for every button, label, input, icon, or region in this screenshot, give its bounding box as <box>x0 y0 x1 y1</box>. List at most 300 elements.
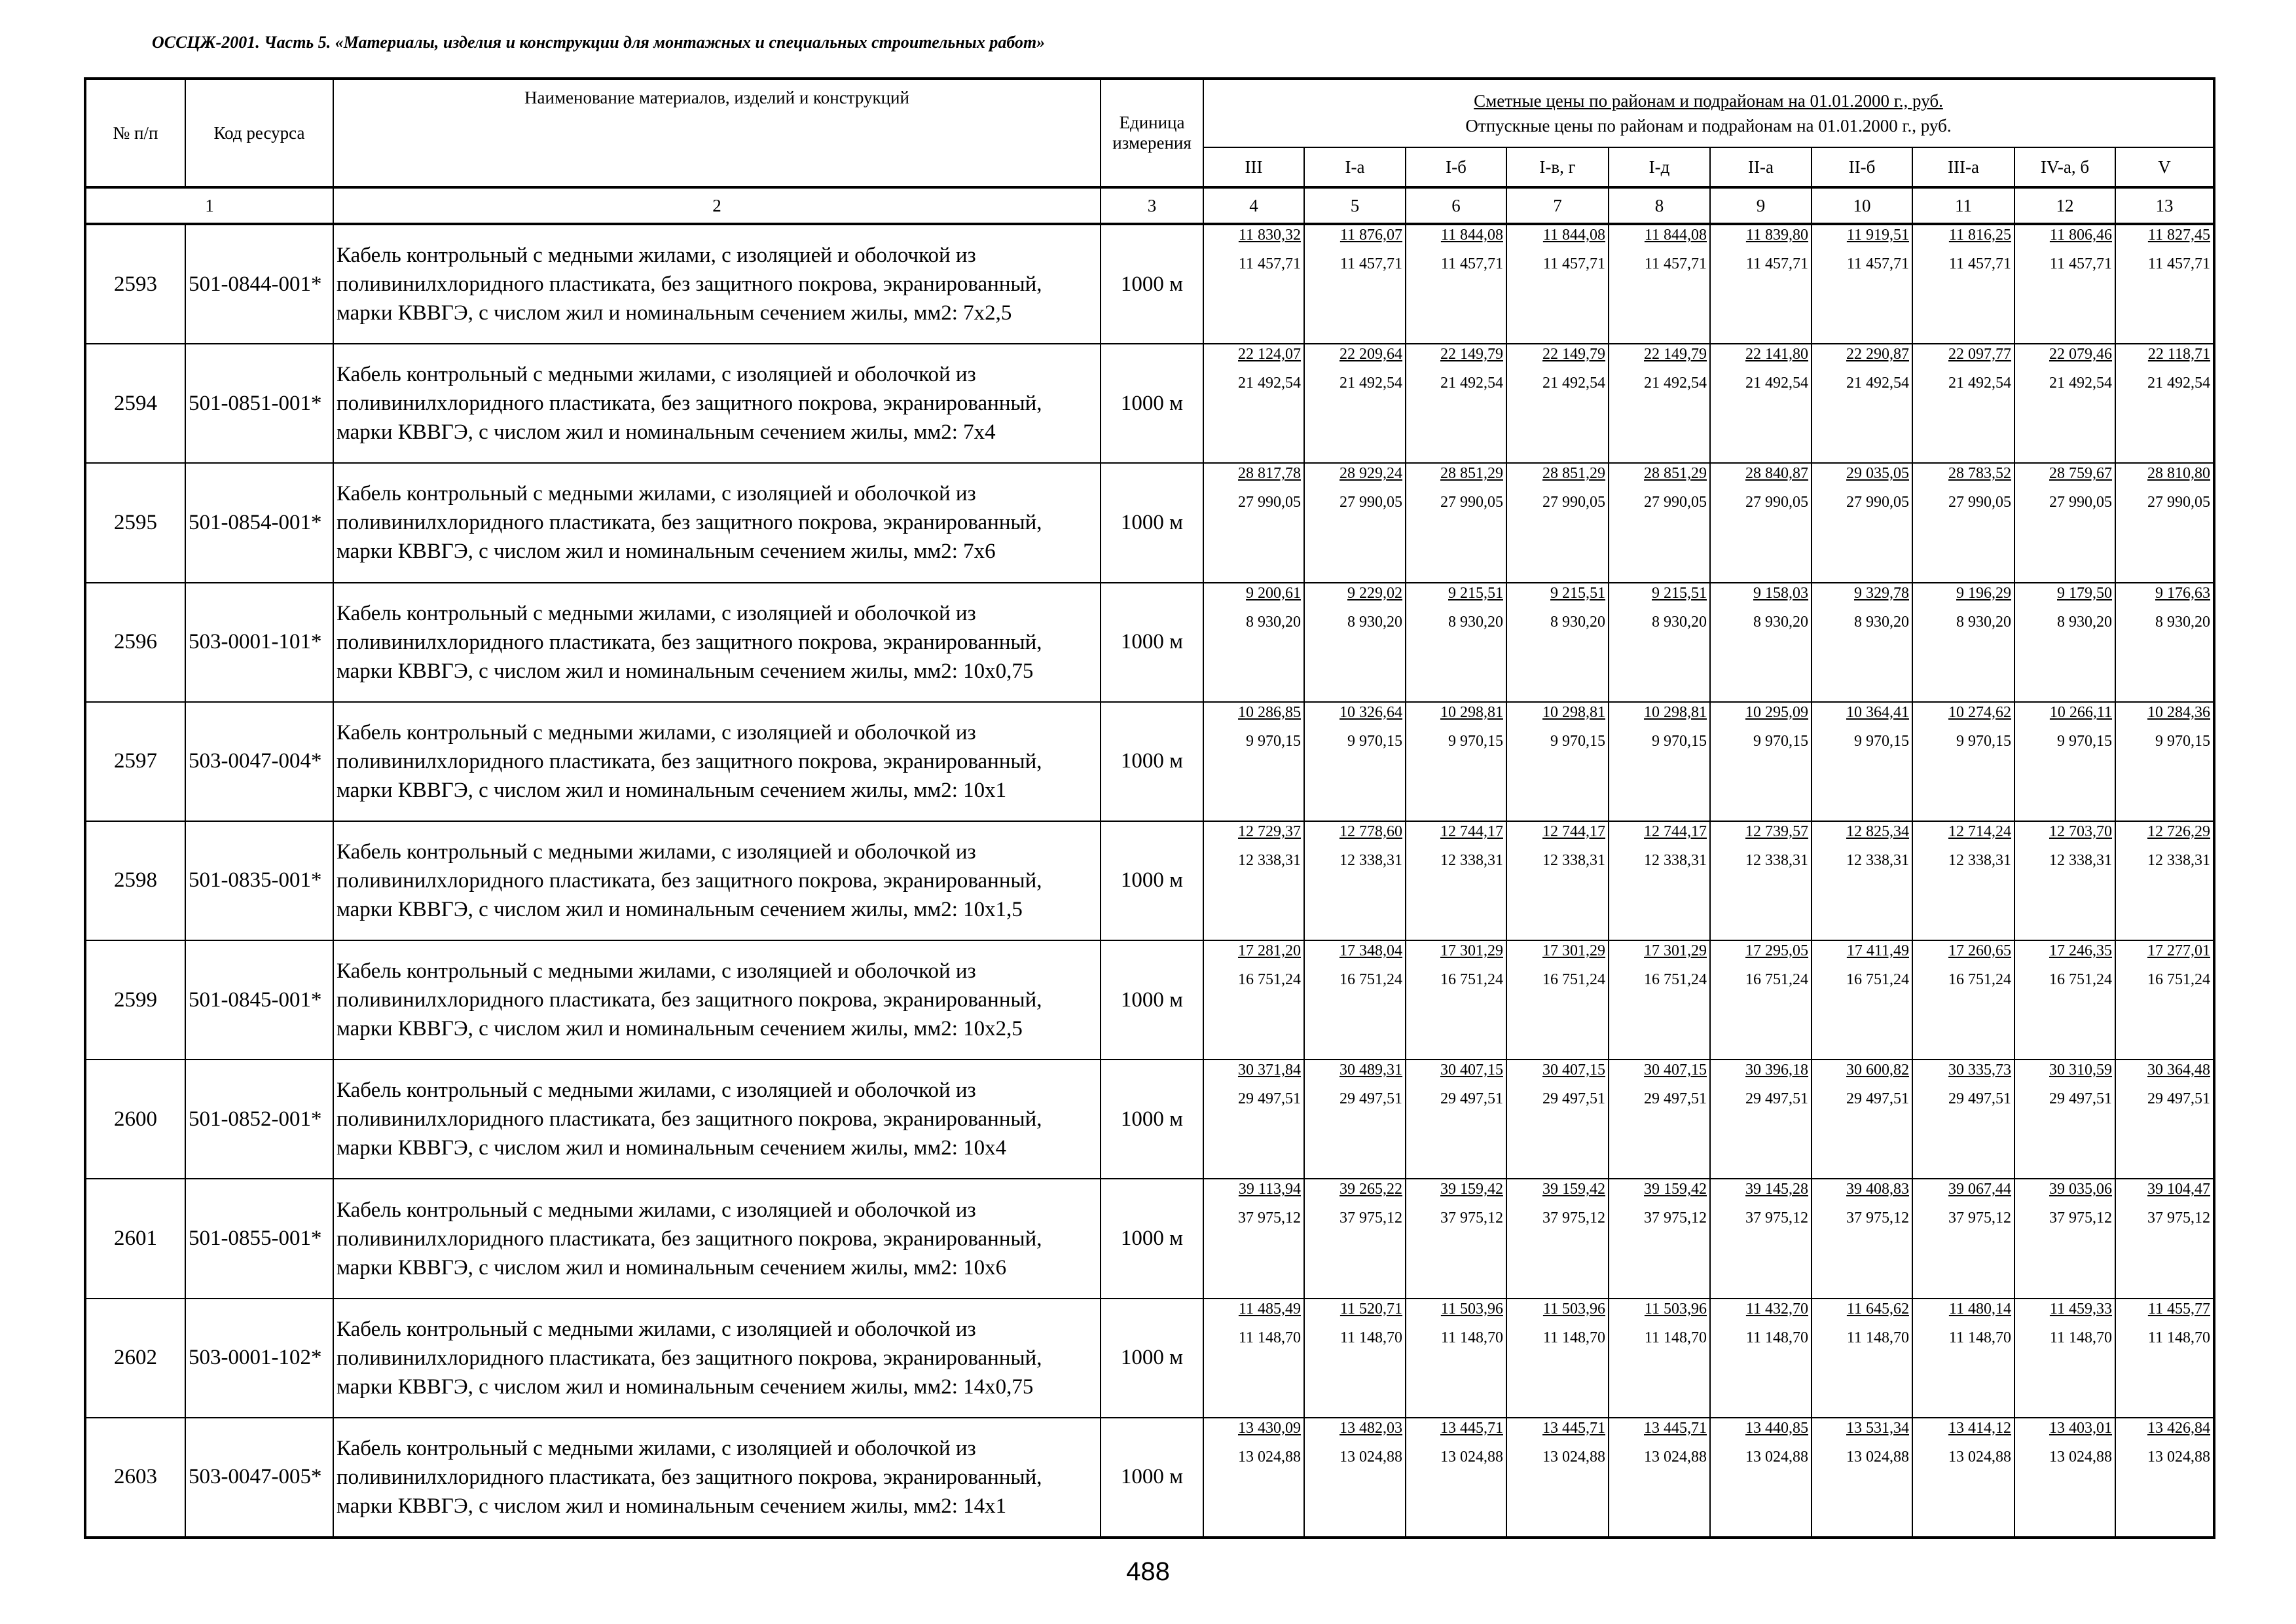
price-cell <box>1406 463 1506 582</box>
price-cell <box>1609 583 1710 702</box>
estimated-price: 13 403,01 <box>2049 1419 2112 1437</box>
price-cell <box>1203 1418 1304 1538</box>
release-price: 16 751,24 <box>1644 971 1707 989</box>
unit-of-measure: 1000 м <box>1101 940 1203 1060</box>
table-row <box>85 821 2214 940</box>
price-cell <box>2014 1418 2115 1538</box>
estimated-price: 11 480,14 <box>1948 1300 2011 1318</box>
price-cell <box>2115 1299 2214 1418</box>
estimated-price: 39 159,42 <box>1542 1181 1605 1198</box>
estimated-price: 30 407,15 <box>1644 1061 1707 1079</box>
price-cell <box>2115 1418 2214 1538</box>
estimated-price: 10 298,81 <box>1644 703 1707 721</box>
estimated-price: 22 141,80 <box>1745 346 1808 363</box>
release-price: 37 975,12 <box>1745 1209 1808 1227</box>
unit-of-measure: 1000 м <box>1101 344 1203 463</box>
estimated-price: 39 159,42 <box>1440 1181 1503 1198</box>
release-price: 11 457,71 <box>1745 255 1808 273</box>
price-cell <box>1710 821 1812 940</box>
region-header: II-б <box>1812 147 1912 187</box>
estimated-price: 11 806,46 <box>2049 227 2112 244</box>
release-price: 13 024,88 <box>1339 1448 1402 1466</box>
price-cell <box>2014 1060 2115 1179</box>
release-price: 13 024,88 <box>2147 1448 2210 1466</box>
region-header: I-в, г <box>1506 147 1609 187</box>
estimated-price: 17 411,49 <box>1846 942 1909 960</box>
release-price: 13 024,88 <box>1745 1448 1808 1466</box>
resource-code: 503-0001-102* <box>185 1299 333 1418</box>
price-cell <box>1710 463 1812 582</box>
table-row <box>85 344 2214 463</box>
release-price: 12 338,31 <box>1644 851 1707 869</box>
release-price: 13 024,88 <box>1948 1448 2011 1466</box>
resource-code: 501-0844-001* <box>185 224 333 344</box>
column-number: 13 <box>2115 187 2214 224</box>
release-price: 13 024,88 <box>2049 1448 2112 1466</box>
release-price: 12 338,31 <box>2147 851 2210 869</box>
table-row <box>85 1179 2214 1298</box>
estimated-price: 39 159,42 <box>1644 1181 1707 1198</box>
estimated-price: 13 426,84 <box>2147 1419 2210 1437</box>
release-price: 21 492,54 <box>1745 375 1808 392</box>
estimated-price: 22 079,46 <box>2049 346 2112 363</box>
material-name: Кабель контрольный с медными жилами, с изоляцией и оболочкой из поливинилхлоридного пластиката, без защитного покрова, экранированный, марки КВВГЭ, с числом жил и номинальным сечением жилы, мм2: 10х0,75 <box>333 583 1101 702</box>
price-cell <box>1304 583 1406 702</box>
release-price: 21 492,54 <box>1644 375 1707 392</box>
release-price: 16 751,24 <box>1440 971 1503 989</box>
estimated-price: 13 430,09 <box>1238 1419 1301 1437</box>
release-price: 12 338,31 <box>1440 851 1503 869</box>
release-price: 29 497,51 <box>1846 1090 1909 1108</box>
price-cell <box>1203 821 1304 940</box>
column-number: 10 <box>1812 187 1912 224</box>
release-price: 16 751,24 <box>1542 971 1605 989</box>
price-cell <box>1912 821 2014 940</box>
estimated-price: 28 810,80 <box>2147 465 2210 483</box>
estimated-price: 12 778,60 <box>1339 822 1402 840</box>
release-price: 21 492,54 <box>1440 375 1503 392</box>
column-number: 6 <box>1406 187 1506 224</box>
price-cell <box>1912 583 2014 702</box>
price-cell <box>1812 224 1912 344</box>
release-price: 13 024,88 <box>1644 1448 1707 1466</box>
price-cell <box>1304 224 1406 344</box>
estimated-price: 22 149,79 <box>1542 346 1605 363</box>
estimated-price: 12 744,17 <box>1440 822 1503 840</box>
price-cell <box>1203 702 1304 821</box>
region-header: III-а <box>1912 147 2014 187</box>
row-number: 2599 <box>85 940 185 1060</box>
resource-code: 501-0854-001* <box>185 463 333 582</box>
price-cell <box>2014 702 2115 821</box>
price-cell <box>1304 1418 1406 1538</box>
release-price: 11 148,70 <box>2147 1329 2210 1346</box>
release-price: 37 975,12 <box>1846 1209 1909 1227</box>
release-price: 11 148,70 <box>1339 1329 1402 1346</box>
release-price: 8 930,20 <box>1956 613 2011 631</box>
column-number: 1 <box>85 187 333 224</box>
estimated-price: 13 440,85 <box>1745 1419 1808 1437</box>
estimated-price: 11 844,08 <box>1440 227 1503 244</box>
price-cell <box>1304 940 1406 1060</box>
release-price: 21 492,54 <box>2049 375 2112 392</box>
page-number: 488 <box>1126 1557 1170 1586</box>
release-price: 29 497,51 <box>1238 1090 1301 1108</box>
price-cell <box>1406 1060 1506 1179</box>
estimated-price: 39 145,28 <box>1745 1181 1808 1198</box>
release-price: 9 970,15 <box>2057 732 2112 750</box>
release-price: 16 751,24 <box>2147 971 2210 989</box>
price-cell <box>1203 940 1304 1060</box>
release-price: 27 990,05 <box>2147 494 2210 511</box>
price-cell <box>1304 1299 1406 1418</box>
estimated-price: 30 407,15 <box>1440 1061 1503 1079</box>
estimated-price: 39 067,44 <box>1948 1181 2011 1198</box>
price-cell <box>2014 940 2115 1060</box>
estimated-price: 9 329,78 <box>1854 584 1909 602</box>
estimated-price: 28 759,67 <box>2049 465 2112 483</box>
price-cell <box>1506 1060 1609 1179</box>
column-number: 8 <box>1609 187 1710 224</box>
price-cell <box>2014 1299 2115 1418</box>
release-price: 16 751,24 <box>1745 971 1808 989</box>
release-price: 37 975,12 <box>1339 1209 1402 1227</box>
row-number: 2597 <box>85 702 185 821</box>
estimated-price: 9 200,61 <box>1246 584 1301 602</box>
price-cell <box>1812 344 1912 463</box>
estimated-price: 10 326,64 <box>1339 703 1402 721</box>
estimated-price: 22 149,79 <box>1440 346 1503 363</box>
price-cell <box>1406 224 1506 344</box>
price-cell <box>1506 224 1609 344</box>
estimated-price: 11 459,33 <box>2049 1300 2112 1318</box>
price-cell <box>1406 821 1506 940</box>
release-price: 29 497,51 <box>1745 1090 1808 1108</box>
price-cell <box>2115 940 2214 1060</box>
estimated-price: 9 176,63 <box>2155 584 2210 602</box>
estimated-price: 28 783,52 <box>1948 465 2011 483</box>
resource-code: 503-0047-005* <box>185 1418 333 1538</box>
estimated-price: 11 503,96 <box>1644 1300 1707 1318</box>
release-price: 11 148,70 <box>2049 1329 2112 1346</box>
price-cell <box>1506 1299 1609 1418</box>
price-cell <box>2115 1060 2214 1179</box>
price-cell <box>1406 583 1506 702</box>
price-cell <box>2115 344 2214 463</box>
estimated-price: 11 844,08 <box>1542 227 1605 244</box>
release-price: 29 497,51 <box>2147 1090 2210 1108</box>
price-cell <box>1609 224 1710 344</box>
release-price: 9 970,15 <box>1652 732 1707 750</box>
price-cell <box>1609 821 1710 940</box>
header-num: № п/п <box>85 79 185 187</box>
estimated-price: 22 209,64 <box>1339 346 1402 363</box>
row-number: 2602 <box>85 1299 185 1418</box>
unit-of-measure: 1000 м <box>1101 224 1203 344</box>
region-header: II-а <box>1710 147 1812 187</box>
estimated-price: 11 503,96 <box>1542 1300 1605 1318</box>
release-price: 27 990,05 <box>1948 494 2011 511</box>
release-price: 16 751,24 <box>1339 971 1402 989</box>
material-name: Кабель контрольный с медными жилами, с изоляцией и оболочкой из поливинилхлоридного пластиката, без защитного покрова, экранированный, марки КВВГЭ, с числом жил и номинальным сечением жилы, мм2: 14х1 <box>333 1418 1101 1538</box>
release-price: 29 497,51 <box>1440 1090 1503 1108</box>
release-price: 9 970,15 <box>1753 732 1808 750</box>
row-number: 2603 <box>85 1418 185 1538</box>
release-price: 37 975,12 <box>1542 1209 1605 1227</box>
estimated-price: 30 489,31 <box>1339 1061 1402 1079</box>
table-row <box>85 583 2214 702</box>
price-cell <box>1812 1060 1912 1179</box>
estimated-price: 10 266,11 <box>2049 703 2112 721</box>
estimated-price: 17 295,05 <box>1745 942 1808 960</box>
price-cell <box>1506 1179 1609 1298</box>
region-header: I-д <box>1609 147 1710 187</box>
release-price: 9 970,15 <box>1854 732 1909 750</box>
unit-of-measure: 1000 м <box>1101 1179 1203 1298</box>
release-price: 9 970,15 <box>1956 732 2011 750</box>
release-price: 29 497,51 <box>1644 1090 1707 1108</box>
price-cell <box>1304 344 1406 463</box>
region-header: III <box>1203 147 1304 187</box>
estimated-price: 39 113,94 <box>1238 1181 1301 1198</box>
estimated-price: 39 265,22 <box>1339 1181 1402 1198</box>
header-name: Наименование материалов, изделий и конструкций <box>333 79 1101 187</box>
estimated-price: 28 851,29 <box>1440 465 1503 483</box>
estimated-price: 12 703,70 <box>2049 822 2112 840</box>
column-number: 7 <box>1506 187 1609 224</box>
price-cell <box>2014 463 2115 582</box>
price-cell <box>1710 344 1812 463</box>
estimated-price: 17 281,20 <box>1238 942 1301 960</box>
row-number: 2594 <box>85 344 185 463</box>
price-cell <box>1203 1299 1304 1418</box>
header-prices <box>1203 79 2214 147</box>
release-price: 8 930,20 <box>1448 613 1503 631</box>
material-name: Кабель контрольный с медными жилами, с изоляцией и оболочкой из поливинилхлоридного пластиката, без защитного покрова, экранированный, марки КВВГЭ, с числом жил и номинальным сечением жилы, мм2: 7х6 <box>333 463 1101 582</box>
release-price: 11 457,71 <box>1440 255 1503 273</box>
price-cell <box>2115 463 2214 582</box>
estimated-price: 28 840,87 <box>1745 465 1808 483</box>
price-cell <box>1406 1179 1506 1298</box>
row-number: 2600 <box>85 1060 185 1179</box>
estimated-price: 11 827,45 <box>2147 227 2210 244</box>
estimated-price: 12 726,29 <box>2147 822 2210 840</box>
estimated-price: 12 739,57 <box>1745 822 1808 840</box>
estimated-price: 30 364,48 <box>2147 1061 2210 1079</box>
estimated-price: 30 371,84 <box>1238 1061 1301 1079</box>
estimated-price: 22 290,87 <box>1846 346 1909 363</box>
release-price: 37 975,12 <box>1644 1209 1707 1227</box>
price-cell <box>1912 940 2014 1060</box>
estimated-price: 11 839,80 <box>1745 227 1808 244</box>
release-price: 9 970,15 <box>2155 732 2210 750</box>
column-number: 9 <box>1710 187 1812 224</box>
material-name: Кабель контрольный с медными жилами, с изоляцией и оболочкой из поливинилхлоридного пластиката, без защитного покрова, экранированный, марки КВВГЭ, с числом жил и номинальным сечением жилы, мм2: 7х2,5 <box>333 224 1101 344</box>
price-cell <box>1710 224 1812 344</box>
estimated-price: 11 645,62 <box>1846 1300 1909 1318</box>
release-price: 16 751,24 <box>1238 971 1301 989</box>
estimated-price: 9 196,29 <box>1956 584 2011 602</box>
price-cell <box>1710 1418 1812 1538</box>
price-cell <box>2014 583 2115 702</box>
table-row <box>85 463 2214 582</box>
estimated-price: 30 335,73 <box>1948 1061 2011 1079</box>
release-price: 29 497,51 <box>2049 1090 2112 1108</box>
material-name: Кабель контрольный с медными жилами, с изоляцией и оболочкой из поливинилхлоридного пластиката, без защитного покрова, экранированный, марки КВВГЭ, с числом жил и номинальным сечением жилы, мм2: 10х1,5 <box>333 821 1101 940</box>
release-price: 12 338,31 <box>1745 851 1808 869</box>
estimated-price: 10 298,81 <box>1542 703 1605 721</box>
release-price: 27 990,05 <box>1238 494 1301 511</box>
release-price: 8 930,20 <box>1347 613 1402 631</box>
row-number: 2593 <box>85 224 185 344</box>
column-number: 3 <box>1101 187 1203 224</box>
estimated-price: 10 295,09 <box>1745 703 1808 721</box>
table-row <box>85 1060 2214 1179</box>
estimated-price: 9 215,51 <box>1448 584 1503 602</box>
estimated-price: 12 744,17 <box>1644 822 1707 840</box>
price-cell <box>1506 821 1609 940</box>
estimated-price: 22 097,77 <box>1948 346 2011 363</box>
release-price: 12 338,31 <box>1948 851 2011 869</box>
release-price: 16 751,24 <box>1948 971 2011 989</box>
estimated-price: 17 348,04 <box>1339 942 1402 960</box>
release-price: 37 975,12 <box>1440 1209 1503 1227</box>
unit-of-measure: 1000 м <box>1101 1299 1203 1418</box>
release-price: 12 338,31 <box>1238 851 1301 869</box>
estimated-price: 11 455,77 <box>2147 1300 2210 1318</box>
price-caption-estimated: Сметные цены по районам и подрайонам на 01.01.2000 г., руб. <box>1474 91 1943 111</box>
header-code: Код ресурса <box>185 79 333 187</box>
table-row <box>85 1418 2214 1538</box>
release-price: 12 338,31 <box>2049 851 2112 869</box>
estimated-price: 11 520,71 <box>1339 1300 1402 1318</box>
release-price: 21 492,54 <box>1542 375 1605 392</box>
table-row <box>85 224 2214 344</box>
price-cell <box>1406 1418 1506 1538</box>
release-price: 29 497,51 <box>1542 1090 1605 1108</box>
release-price: 13 024,88 <box>1542 1448 1605 1466</box>
release-price: 37 975,12 <box>1948 1209 2011 1227</box>
price-cell <box>1406 1299 1506 1418</box>
release-price: 27 990,05 <box>1644 494 1707 511</box>
release-price: 21 492,54 <box>2147 375 2210 392</box>
estimated-price: 13 445,71 <box>1440 1419 1503 1437</box>
price-cell <box>1203 463 1304 582</box>
estimated-price: 28 817,78 <box>1238 465 1301 483</box>
release-price: 11 148,70 <box>1644 1329 1707 1346</box>
estimated-price: 39 104,47 <box>2147 1181 2210 1198</box>
material-name: Кабель контрольный с медными жилами, с изоляцией и оболочкой из поливинилхлоридного пластиката, без защитного покрова, экранированный, марки КВВГЭ, с числом жил и номинальным сечением жилы, мм2: 14х0,75 <box>333 1299 1101 1418</box>
price-cell <box>1203 224 1304 344</box>
release-price: 11 148,70 <box>1542 1329 1605 1346</box>
release-price: 11 148,70 <box>1948 1329 2011 1346</box>
unit-of-measure: 1000 м <box>1101 702 1203 821</box>
release-price: 27 990,05 <box>1440 494 1503 511</box>
price-cell <box>1609 1060 1710 1179</box>
release-price: 11 457,71 <box>2147 255 2210 273</box>
price-cell <box>1304 1179 1406 1298</box>
estimated-price: 22 118,71 <box>2147 346 2210 363</box>
release-price: 21 492,54 <box>1948 375 2011 392</box>
price-cell <box>1912 224 2014 344</box>
estimated-price: 10 364,41 <box>1846 703 1909 721</box>
price-caption-release: Отпускные цены по районам и подрайонам на 01.01.2000 г., руб. <box>1465 116 1952 136</box>
unit-of-measure: 1000 м <box>1101 1418 1203 1538</box>
price-cell <box>1203 1060 1304 1179</box>
estimated-price: 17 260,65 <box>1948 942 2011 960</box>
price-cell <box>1609 1179 1710 1298</box>
price-cell <box>1203 1179 1304 1298</box>
price-cell <box>1710 940 1812 1060</box>
estimated-price: 17 301,29 <box>1542 942 1605 960</box>
release-price: 11 457,71 <box>1846 255 1909 273</box>
estimated-price: 17 301,29 <box>1644 942 1707 960</box>
release-price: 16 751,24 <box>1846 971 1909 989</box>
estimated-price: 30 600,82 <box>1846 1061 1909 1079</box>
estimated-price: 12 714,24 <box>1948 822 2011 840</box>
resource-code: 501-0855-001* <box>185 1179 333 1298</box>
price-cell <box>1609 1299 1710 1418</box>
estimated-price: 39 035,06 <box>2049 1181 2112 1198</box>
price-cell <box>1304 821 1406 940</box>
release-price: 12 338,31 <box>1846 851 1909 869</box>
price-cell <box>2014 1179 2115 1298</box>
price-cell <box>1912 1060 2014 1179</box>
estimated-price: 11 485,49 <box>1238 1300 1301 1318</box>
price-cell <box>2115 583 2214 702</box>
resource-code: 501-0852-001* <box>185 1060 333 1179</box>
release-price: 11 457,71 <box>1339 255 1402 273</box>
price-cell <box>1912 702 2014 821</box>
table-row <box>85 1299 2214 1418</box>
release-price: 13 024,88 <box>1846 1448 1909 1466</box>
unit-of-measure: 1000 м <box>1101 463 1203 582</box>
column-number: 11 <box>1912 187 2014 224</box>
estimated-price: 10 284,36 <box>2147 703 2210 721</box>
row-number: 2598 <box>85 821 185 940</box>
release-price: 8 930,20 <box>2057 613 2112 631</box>
region-header: I-а <box>1304 147 1406 187</box>
release-price: 37 975,12 <box>2147 1209 2210 1227</box>
release-price: 11 148,70 <box>1440 1329 1503 1346</box>
estimated-price: 13 482,03 <box>1339 1419 1402 1437</box>
price-cell <box>1812 702 1912 821</box>
table-row <box>85 702 2214 821</box>
estimated-price: 11 432,70 <box>1745 1300 1808 1318</box>
document-header: ОССЦЖ-2001. Часть 5. «Материалы, изделия и конструкции для монтажных и специальных строительных работ» <box>152 33 1046 52</box>
row-number: 2595 <box>85 463 185 582</box>
release-price: 11 457,71 <box>1542 255 1605 273</box>
price-cell <box>2115 224 2214 344</box>
price-cell <box>1506 344 1609 463</box>
material-name: Кабель контрольный с медными жилами, с изоляцией и оболочкой из поливинилхлоридного пластиката, без защитного покрова, экранированный, марки КВВГЭ, с числом жил и номинальным сечением жилы, мм2: 10х2,5 <box>333 940 1101 1060</box>
estimated-price: 9 215,51 <box>1550 584 1605 602</box>
price-cell <box>1812 940 1912 1060</box>
release-price: 11 148,70 <box>1238 1329 1301 1346</box>
unit-of-measure: 1000 м <box>1101 821 1203 940</box>
column-number: 2 <box>333 187 1101 224</box>
material-name: Кабель контрольный с медными жилами, с изоляцией и оболочкой из поливинилхлоридного пластиката, без защитного покрова, экранированный, марки КВВГЭ, с числом жил и номинальным сечением жилы, мм2: 7х4 <box>333 344 1101 463</box>
price-cell <box>1304 1060 1406 1179</box>
estimated-price: 10 274,62 <box>1948 703 2011 721</box>
price-cell <box>2014 344 2115 463</box>
estimated-price: 10 298,81 <box>1440 703 1503 721</box>
release-price: 11 148,70 <box>1745 1329 1808 1346</box>
release-price: 8 930,20 <box>1854 613 1909 631</box>
release-price: 21 492,54 <box>1238 375 1301 392</box>
price-cell <box>1710 1179 1812 1298</box>
estimated-price: 28 929,24 <box>1339 465 1402 483</box>
